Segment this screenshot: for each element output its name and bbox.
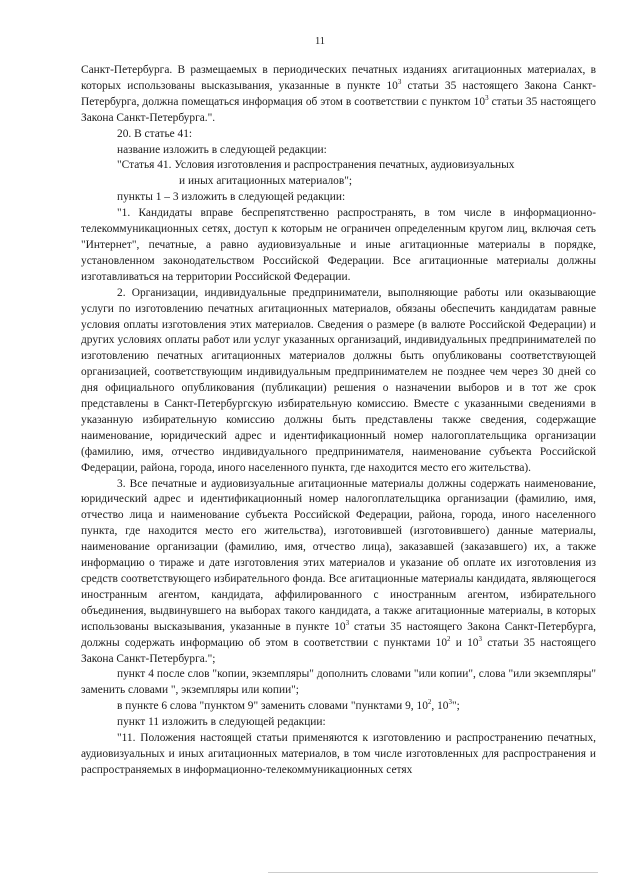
paragraph (81, 143, 596, 159)
superscript: 3 (397, 77, 402, 86)
text-run: "; (451, 700, 460, 713)
text-run: Санкт-Петербурга. В размещаемых в периодических печатных изданиях агитационных материалах, в которых использованы высказывания, указанные в пункте 10 (81, 64, 596, 92)
text-run: статьи 35 настоящего Закона Санкт-Петербурга.". (81, 95, 596, 124)
text-run: 3. Все печатные и аудиовизуальные агитационные материалы должны содержать наименование, юридический адрес и идентификационный номер налогоплательщика организации (фамилию, имя, отчество лица и наименование субъекта Российской Федерации, района, города, иного населенного пункта, где находится место его жительства), изготовившей (изготовившего) данные материалы, наименование организации (фамилию, имя, отчество лица), заказавшей (заказавшего) их, а также информацию о тираже и дате изготовления этих материалов и указание об оплате их изготовления из средств соответствующего избирательного фонда. Все агитационные материалы кандидата, являющегося иностранным агентом, кандидата, аффилированного с иностранным агентом, избирательного объединения, выдвинувшего на выборах такого кандидата, а также агитационные материалы, в которых использованы высказывания, указанные в пункте 10 (81, 477, 596, 633)
text-run: 20. В статье 41: (117, 127, 193, 140)
text-run: статьи 35 настоящего Закона Санкт-Петербурга."; (81, 636, 596, 665)
superscript: 2 (447, 634, 451, 643)
paragraph (81, 715, 596, 731)
text-run: пункт 11 изложить в следующей редакции: (117, 716, 326, 729)
text-run: и 10 (450, 636, 479, 649)
paragraph (81, 206, 596, 286)
text-run: "11. Положения настоящей статьи применяются к изготовлению и распространению печатных, аудиовизуальных и иных агитационных материалов, в том числе изготовленных для распространения и распространяемых в информационно-телекоммуникационных сетях (81, 732, 596, 776)
paragraph (81, 174, 596, 190)
superscript: 3 (485, 93, 489, 102)
paragraph (81, 63, 596, 127)
superscript: 3 (345, 618, 350, 627)
text-run: "1. Кандидаты вправе беспрепятственно распространять, в том числе в информационно-телекоммуникационных сетях, доступ к которым не ограничен определенным кругом лиц, включая сеть "Интернет", печатные, а равно аудиовизуальные и иные агитационные материалы в порядке, установленном законодательством Российской Федерации. Все агитационные материалы должны изготавливаться на территории Российской Федерации. (81, 207, 596, 283)
paragraph (81, 667, 596, 699)
text-run: статьи 35 настоящего Закона Санкт-Петербурга, должна помещаться информация об этом в соответствии с пунктом 10 (81, 79, 596, 108)
superscript: 2 (427, 698, 432, 707)
text-run: пункты 1 – 3 изложить в следующей редакции: (117, 191, 346, 204)
paragraph (81, 158, 596, 174)
paragraph (81, 699, 596, 715)
text-run: пункт 4 после слов "копии, экземпляры" дополнить словами "или копии", слова "или экземпляры" заменить словами ", экземпляры или копии"; (81, 668, 596, 697)
paragraph (81, 731, 596, 779)
paragraph (81, 477, 596, 668)
paragraph (81, 127, 596, 143)
superscript: 3 (478, 634, 483, 643)
paragraph (81, 190, 596, 206)
page-number: 11 (314, 36, 326, 47)
text-run: 2. Организации, индивидуальные предприниматели, выполняющие работы или оказывающие услуги по изготовлению печатных агитационных материалов, обязаны обеспечить кандидатам равные условия оплаты изготовления этих материалов. Сведения о размере (в валюте Российской Федерации) и других условиях оплаты работ или услуг указанных организаций, индивидуальных предпринимателей по изготовлению печатных агитационных материалов должны быть опубликованы соответствующей организацией, соответствующим индивидуальным предпринимателем не позднее чем через 30 дней со дня официального опубликования (публикации) решения о назначении выборов и в тот же срок представлены в Санкт-Петербургскую избирательную комиссию. Вместе с указанными сведениями в указанную избирательную комиссию должны быть представлены также сведения, содержащие наименование, юридический адрес и идентификационный номер налогоплательщика организации (фамилию, имя, отчество индивидуального предпринимателя, наименование субъекта Российской Федерации, района, города, иного населенного пункта, где находится место его жительства). (81, 286, 596, 474)
text-run: статьи 35 настоящего Закона Санкт-Петербурга, должны содержать информацию об этом в соответствии с пунктами 10 (81, 620, 596, 649)
document-body (81, 63, 596, 779)
paragraph (81, 286, 596, 477)
text-run: , 10 (431, 700, 449, 713)
footer-divider (268, 872, 598, 873)
text-run: "Статья 41. Условия изготовления и распространения печатных, аудиовизуальных (117, 159, 515, 172)
superscript: 3 (448, 698, 452, 707)
text-run: название изложить в следующей редакции: (117, 143, 327, 156)
text-run: в пункте 6 слова "пунктом 9" заменить словами "пунктами 9, 10 (117, 700, 428, 713)
text-run: и иных агитационных материалов"; (179, 175, 353, 188)
